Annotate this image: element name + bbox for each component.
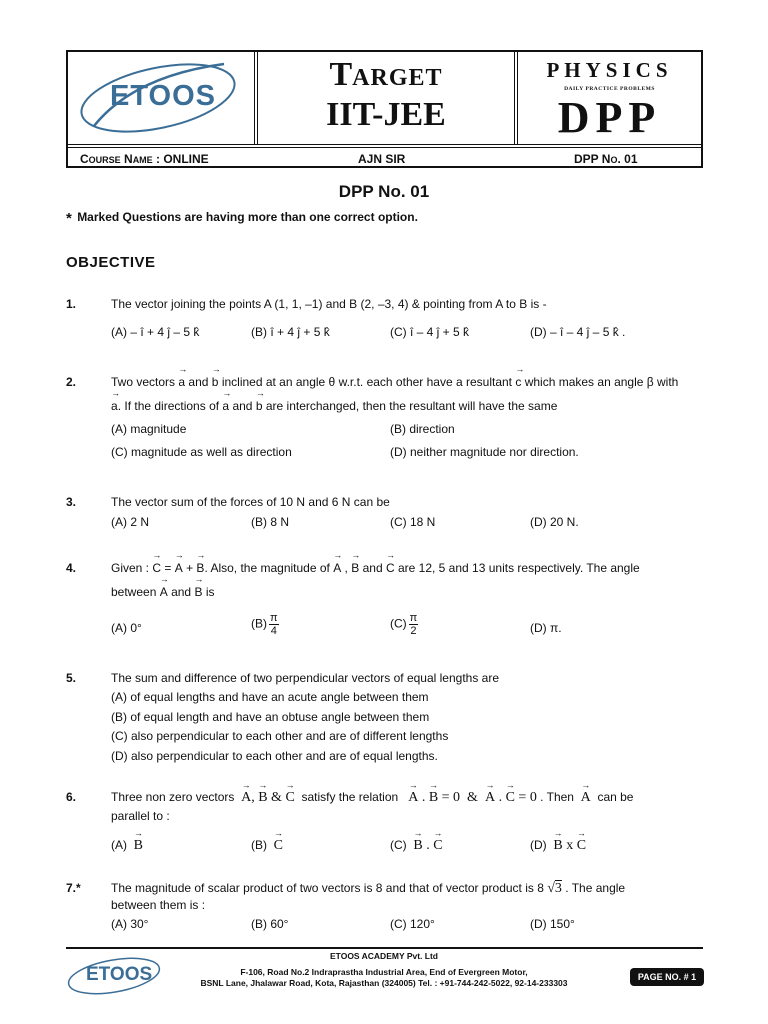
section-heading: OBJECTIVE [66,254,156,271]
option-a: (A) 0° [111,621,142,635]
question-text: The vector joining the points A (1, 1, –1) and B (2, –3, 4) & pointing from A to B is - [111,297,547,311]
option-a: (A) of equal lengths and have an acute angle between them [111,690,429,704]
option-d: (D) B → x C → [530,828,587,853]
option-b: (B) î + 4 ĵ + 5 k̂ [251,325,330,339]
question-number: 3. [66,495,77,509]
question-3 [66,494,706,534]
option-c: (C) also perpendicular to each other and are of different lengths [111,729,449,743]
option-a: (A) – î + 4 ĵ – 5 k̂ [111,325,200,339]
header-table [66,50,703,168]
question-2 [66,364,706,464]
question-text-line-2: between them is : [111,898,206,912]
question-5 [66,670,706,770]
target-cell [254,52,514,144]
option-c: (C) B → . C → [390,828,443,853]
question-text-line-2: between A → and B → is [111,574,215,599]
option-c: (C) 120° [390,917,435,931]
question-4 [66,550,706,650]
footer-company: ETOOS ACADEMY Pvt. Ltd [330,951,438,961]
option-b: (B) C → [251,828,284,853]
logo-cell [68,52,254,144]
question-text-line-1: Two vectors a → and b → inclined at an angle θ w.r.t. each other have a resultant c → which makes an angle β with [111,364,679,389]
question-number: 6. [66,790,77,804]
option-a: (A) 2 N [111,515,150,529]
option-d: (D) – î – 4 ĵ – 5 k̂ . [530,325,626,339]
question-number: 1. [66,297,77,311]
course-name: COURSE NAME : ONLINE [80,152,209,166]
footer-rule [66,947,703,949]
option-d: (D) neither magnitude nor direction. [390,445,579,459]
option-a: (A) B → [111,828,144,853]
marked-note-text: Marked Questions are having more than one correct option. [77,210,418,224]
subject-cell [514,52,701,144]
vector-c: c → [515,364,525,389]
question-6 [66,780,706,855]
question-number: 5. [66,671,77,685]
option-b: (B) 60° [251,917,289,931]
question-text-line-1: Three non zero vectors A → , B → & C → satisfy the relation A → . B → = 0 & A → . C → = 0 . Then A → can be [111,780,634,805]
vector-b: b → [255,388,265,413]
footer-address-1: F-106, Road No.2 Indraprastha Industrial Area, End of Evergreen Motor, [240,967,528,977]
option-c: (C) î – 4 ĵ + 5 k̂ [390,325,470,339]
option-c: (C) 18 N [390,515,436,529]
vector-a: a → [178,364,188,389]
option-b: (B) $\frac{\pi}{4}$ [251,612,278,637]
page-title: DPP No. 01 [338,182,430,201]
dpp-subtitle: DAILY PRACTICE PROBLEMS [564,86,655,92]
question-number: 4. [66,561,77,575]
option-d: (D) 20 N. [530,515,579,529]
question-number: 2. [66,375,77,389]
sqrt-3: √3 [547,881,562,896]
question-text: The sum and difference of two perpendicular vectors of equal lengths are [111,671,500,685]
option-d: (D) 150° [530,917,575,931]
option-a: (A) magnitude [111,422,187,436]
teacher-name: AJN SIR [358,152,406,166]
footer-address-2: BSNL Lane, Jhalawar Road, Kota, Rajasthan (324005) Tel. : +91-744-242-5022, 92-14-233303 [200,978,568,988]
marked-note [66,210,418,227]
question-number: 7.* [66,881,81,895]
option-d: (D) also perpendicular to each other and are of equal lengths. [111,749,438,763]
option-b: (B) 8 N [251,515,290,529]
target-first-letter: T [329,56,353,93]
question-text-line-1: Given : C → = A → + B → . Also, the magnitude of A → , B → and C → are 12, 5 and 13 units respectively. The angle [111,550,640,575]
header-info-row [68,144,701,168]
option-a: (A) 30° [111,917,149,931]
question-7 [66,880,706,932]
page-number-badge: PAGE NO. # 1 [630,968,704,986]
vector-a: a → [111,388,120,413]
option-b: (B) direction [390,422,455,436]
target-title [258,56,514,94]
header-top-row [68,52,701,144]
question-text: The vector sum of the forces of 10 N and 6 N can be [111,495,390,509]
option-b: (B) of equal length and have an obtuse angle between them [111,710,430,724]
option-c: (C) magnitude as well as direction [111,445,292,459]
question-text-line-2: a → . If the directions of a → and b → are interchanged, then the resultant will have the same [111,388,558,413]
vector-a: a → [222,388,232,413]
iitjee-title: IIT-JEE [326,96,446,133]
option-c: (C) $\frac{\pi}{2}$ [390,612,418,637]
logo-text: ETOOS [110,80,216,112]
dpp-number: DPP NO. 01 [574,152,638,166]
target-rest: ARGET [352,65,443,91]
question-text-line-1: The magnitude of scalar product of two vectors is 8 and that of vector product is 8 √3 . The angle [111,881,626,896]
dpp-big-title: DPP [557,93,662,142]
subject-title: PHYSICS [546,58,673,82]
star-icon: * [66,210,72,227]
question-text-line-2: parallel to : [111,809,170,823]
question-1 [66,296,706,340]
vector-b: b → [211,364,221,389]
footer-logo-text: ETOOS [86,964,153,985]
etoos-logo [74,56,248,140]
option-d: (D) π. [530,621,562,635]
